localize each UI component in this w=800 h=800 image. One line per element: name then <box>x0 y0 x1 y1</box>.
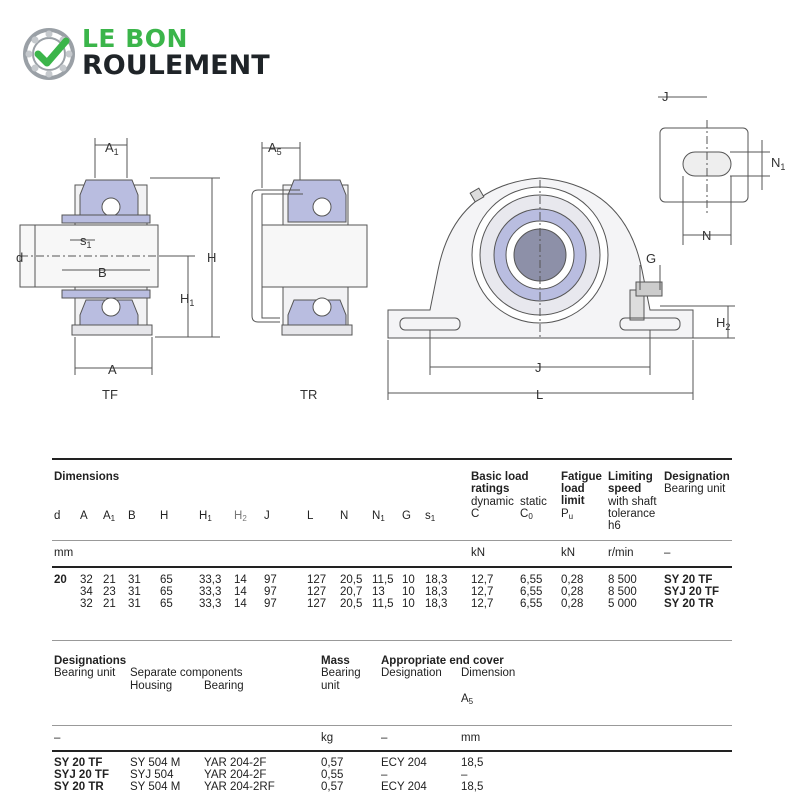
brand-name-line2: ROULEMENT <box>82 50 270 81</box>
table2-cell-a5: – <box>461 769 468 781</box>
table1-header-fatigue-l3: limit <box>561 495 585 507</box>
table1-header-rule <box>52 540 732 541</box>
table1-cell-designation: SY 20 TF <box>664 574 713 586</box>
table1-cell-pu: 0,28 <box>561 574 584 586</box>
unit-dims: mm <box>54 547 74 559</box>
table2-cell-housing: SY 504 M <box>130 781 181 793</box>
table2-cell-mass: 0,57 <box>321 757 344 769</box>
table1-header-static: static <box>520 496 547 508</box>
table1-header-fatigue-l1: Fatigue <box>561 471 602 483</box>
table1-cell-a1: 23 <box>103 586 116 598</box>
table1-units-rule <box>52 566 732 568</box>
table1-cell-speed: 8 500 <box>608 586 637 598</box>
table2-cell-cover: ECY 204 <box>381 757 427 769</box>
table1-cell-c: 12,7 <box>471 598 494 610</box>
table2-cell-a5: 18,5 <box>461 781 484 793</box>
dim-label-A5: $A_5$ <box>268 140 282 157</box>
table1-header-speed-l3: with shaft <box>608 496 657 508</box>
table1-cell-a1: 21 <box>103 598 116 610</box>
table2-header-bearing-unit: Bearing unit <box>54 667 116 679</box>
table1-cell-h1: 33,3 <box>199 586 222 598</box>
table1-cell-a1: 21 <box>103 574 116 586</box>
col-B: B <box>128 510 136 522</box>
table2-cell-bearing: YAR 204-2RF <box>204 781 275 793</box>
unit-loads: kN <box>471 547 486 559</box>
table1-cell-a: 34 <box>80 586 93 598</box>
table2-cell-mass: 0,57 <box>321 781 344 793</box>
table1-cell-b: 31 <box>128 574 141 586</box>
table1-cell-n1: 13 <box>372 586 385 598</box>
brand-name-line1: LE BON <box>82 24 188 53</box>
table1-cell-n1: 11,5 <box>372 574 394 586</box>
table1-header-basic-load-l1: Basic load <box>471 471 529 483</box>
table1-cell-h: 65 <box>160 586 173 598</box>
table1-cell-b: 31 <box>128 598 141 610</box>
col-N: N <box>340 510 349 522</box>
table1-cell-b: 31 <box>128 586 141 598</box>
table1-cell-h2: 14 <box>234 586 247 598</box>
table1-cell-h1: 33,3 <box>199 574 222 586</box>
table1-header-speed-l4: tolerance <box>608 508 656 520</box>
dim-label-A1: $A_1$ <box>105 140 119 157</box>
col-J: J <box>264 510 270 522</box>
value-d: 20 <box>54 574 67 586</box>
table1-cell-designation: SYJ 20 TF <box>664 586 719 598</box>
table2-cell-housing: SY 504 M <box>130 757 181 769</box>
col-A1: $A_1$ <box>103 510 116 523</box>
table1-cell-n: 20,7 <box>340 586 363 598</box>
table2-cell-unit: SY 20 TF <box>54 757 103 769</box>
table2-header-housing: Housing <box>130 680 173 692</box>
table1-cell-l: 127 <box>307 598 327 610</box>
table2-unit-designation: – <box>54 732 61 744</box>
table1-header-dimensions: Dimensions <box>54 471 120 483</box>
table1-cell-j: 97 <box>264 574 277 586</box>
col-Pu: $P_u$ <box>561 508 574 521</box>
dim-label-A: A <box>108 362 117 377</box>
table2-header-mass: Mass <box>321 655 350 667</box>
dim-label-s1: $s_1$ <box>80 233 92 250</box>
table2-header-bearing: Bearing <box>204 680 244 692</box>
table2-header-designations: Designations <box>54 655 127 667</box>
table2-header-mass-l2: Bearing <box>321 667 361 679</box>
table1-cell-designation: SY 20 TR <box>664 598 714 610</box>
col-C0: $C_0$ <box>520 508 533 521</box>
tf-section-drawing <box>20 138 220 375</box>
table1-cell-s1: 18,3 <box>425 598 448 610</box>
table1-cell-c0: 6,55 <box>520 598 543 610</box>
table1-cell-n: 20,5 <box>340 598 363 610</box>
col-L: L <box>307 510 314 522</box>
tr-section-drawing <box>252 142 367 335</box>
dim-label-d: d <box>16 250 24 265</box>
table1-cell-g: 10 <box>402 574 415 586</box>
dim-label-B: B <box>98 265 107 280</box>
table2-header-cover-designation: Designation <box>381 667 442 679</box>
table2-cell-bearing: YAR 204-2F <box>204 769 267 781</box>
table1-header-designation-l1: Designation <box>664 471 730 483</box>
table1-cell-c: 12,7 <box>471 574 494 586</box>
variant-label-tf: TF <box>102 387 118 402</box>
table2-cell-cover: – <box>381 769 388 781</box>
dim-label-J: J <box>535 360 542 375</box>
table1-cell-h: 65 <box>160 574 173 586</box>
col-s1: $s_1$ <box>425 510 436 523</box>
dim-label-G: G <box>646 251 657 266</box>
unit-fatigue: kN <box>561 547 576 559</box>
table2-units-rule <box>52 750 732 752</box>
table1-cell-j: 97 <box>264 586 277 598</box>
table1-header-basic-load-l2: ratings <box>471 483 510 495</box>
col-N1: $N_1$ <box>372 510 385 523</box>
dim-label-H1: $H_1$ <box>180 291 195 308</box>
brand-logo-icon <box>22 27 78 83</box>
dim-label-L: L <box>536 387 544 402</box>
table1-cell-c: 12,7 <box>471 586 494 598</box>
table1-cell-s1: 18,3 <box>425 574 448 586</box>
col-H2: $H_2$ <box>234 510 247 523</box>
dim-label-N1: $N_1$ <box>771 155 786 172</box>
table2-cell-unit: SYJ 20 TF <box>54 769 109 781</box>
col-G: G <box>402 510 411 522</box>
dim-label-N: N <box>702 228 712 243</box>
table1-cell-pu: 0,28 <box>561 598 584 610</box>
table1-cell-g: 10 <box>402 598 415 610</box>
table1-header-designation-l2: Bearing unit <box>664 483 726 495</box>
table1-cell-l: 127 <box>307 586 327 598</box>
table1-header-speed-l5: h6 <box>608 520 621 532</box>
table1-header-speed-l1: Limiting <box>608 471 653 483</box>
table2-header-separate: Separate components <box>130 667 243 679</box>
table2-cell-a5: 18,5 <box>461 757 484 769</box>
table2-unit-mass: kg <box>321 732 334 744</box>
col-H: H <box>160 510 169 522</box>
col-A: A <box>80 510 88 522</box>
dim-label-H2: $H_2$ <box>716 315 731 332</box>
table1-cell-a: 32 <box>80 574 93 586</box>
table2-unit-dimension: mm <box>461 732 481 744</box>
table1-cell-speed: 8 500 <box>608 574 637 586</box>
col-H1: $H_1$ <box>199 510 212 523</box>
table2-header-rule <box>52 725 732 726</box>
table1-cell-h2: 14 <box>234 598 247 610</box>
table2-cell-housing: SYJ 504 <box>130 769 174 781</box>
dim-label-J-detail: J <box>662 89 669 104</box>
technical-drawing <box>0 85 800 415</box>
table2-header-mass-l3: unit <box>321 680 340 692</box>
table1-cell-speed: 5 000 <box>608 598 637 610</box>
col-C: C <box>471 508 480 520</box>
table2-cell-bearing: YAR 204-2F <box>204 757 267 769</box>
table1-cell-h: 65 <box>160 598 173 610</box>
table1-header-speed-l2: speed <box>608 483 642 495</box>
table1-cell-n1: 11,5 <box>372 598 394 610</box>
table1-cell-g: 10 <box>402 586 415 598</box>
table1-cell-j: 97 <box>264 598 277 610</box>
table2-unit-cover: – <box>381 732 388 744</box>
table1-cell-pu: 0,28 <box>561 586 584 598</box>
table1-cell-n: 20,5 <box>340 574 363 586</box>
table2-header-cover-dimension: Dimension <box>461 667 516 679</box>
table2-cell-cover: ECY 204 <box>381 781 427 793</box>
table1-bottom-rule <box>52 640 732 641</box>
table1-cell-h1: 33,3 <box>199 598 222 610</box>
dim-label-H: H <box>207 250 217 265</box>
col-d: d <box>54 510 61 522</box>
table1-cell-c0: 6,55 <box>520 586 543 598</box>
variant-label-tr: TR <box>300 387 318 402</box>
unit-speed: r/min <box>608 547 634 559</box>
table2-header-end-cover: Appropriate end cover <box>381 655 504 667</box>
table1-header-fatigue-l2: load <box>561 483 585 495</box>
table1-cell-s1: 18,3 <box>425 586 448 598</box>
table1-cell-h2: 14 <box>234 574 247 586</box>
table2-cell-unit: SY 20 TR <box>54 781 104 793</box>
table2-header-a5: $A_5$ <box>461 693 474 706</box>
table1-top-rule <box>52 458 732 460</box>
unit-designation: – <box>664 547 671 559</box>
table1-cell-l: 127 <box>307 574 327 586</box>
table1-cell-a: 32 <box>80 598 93 610</box>
slot-detail-drawing <box>658 97 770 245</box>
table1-cell-c0: 6,55 <box>520 574 543 586</box>
table1-header-dynamic: dynamic <box>471 496 514 508</box>
table2-cell-mass: 0,55 <box>321 769 344 781</box>
